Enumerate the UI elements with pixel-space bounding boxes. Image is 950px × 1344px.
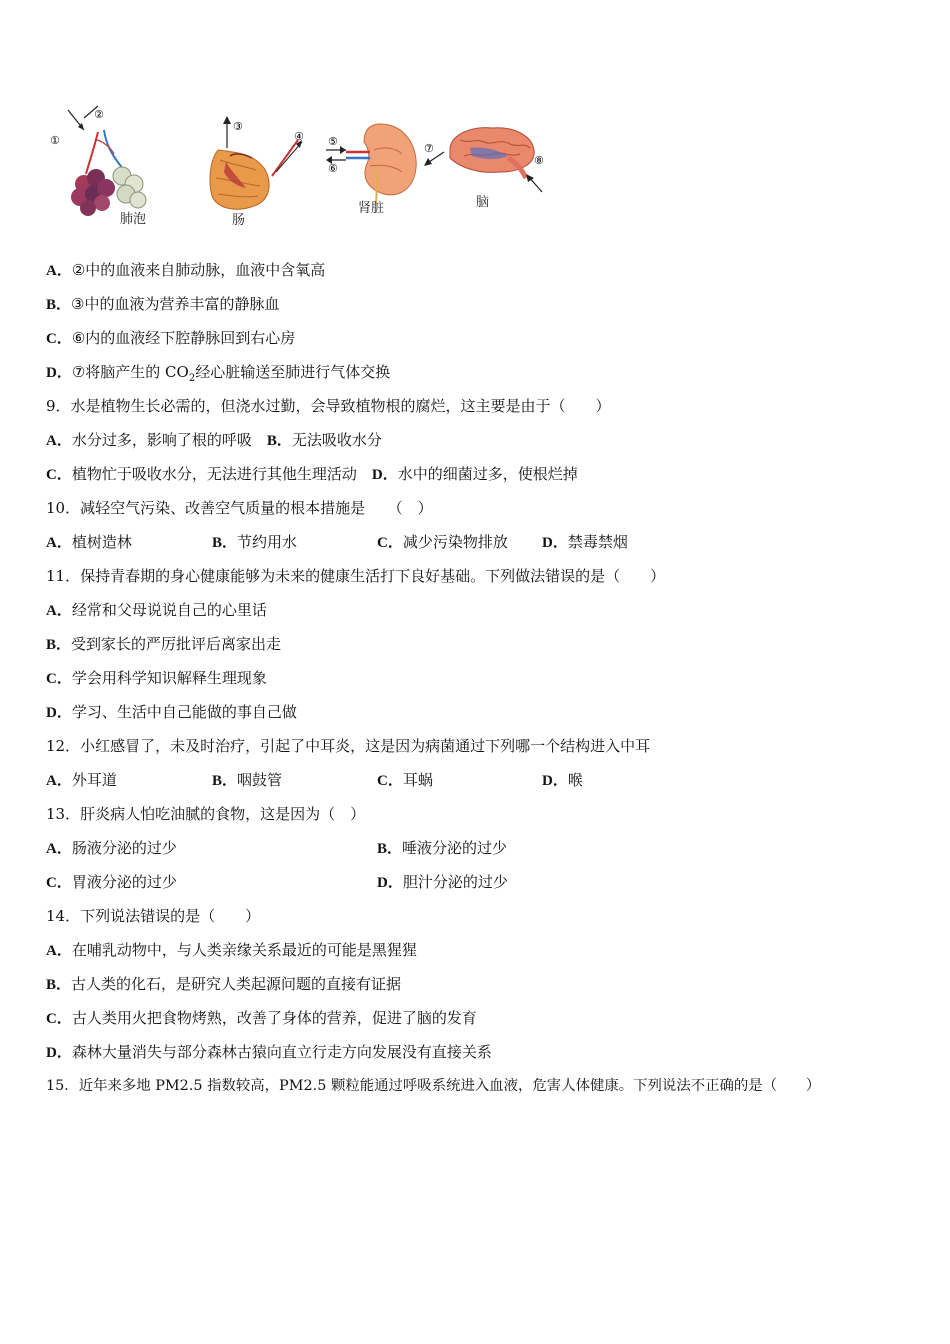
marker-7: ⑦ — [424, 142, 434, 155]
option-text: 禁毒禁烟 — [567, 533, 628, 551]
q10-option-c — [377, 532, 508, 553]
label-alveoli: 肺泡 — [120, 212, 147, 227]
q13-option-b — [377, 838, 507, 859]
option-letter: A． — [46, 603, 72, 619]
q12-option-c — [377, 770, 433, 791]
option-text: ⑦将脑产生的 CO — [71, 363, 189, 381]
option-text: 节约用水 — [237, 533, 298, 551]
option-text: 胆汁分泌的过少 — [402, 873, 508, 891]
option-letter: B． — [46, 977, 72, 993]
q12-stem: 12．小红感冒了，未及时治疗，引起了中耳炎，这是因为病菌通过下列哪一个结构进入中耳 — [46, 737, 651, 755]
option-text: 森林大量消失与部分森林古猿向直立行走方向发展没有直接关系 — [71, 1043, 492, 1061]
option-letter: B． — [212, 773, 238, 789]
marker-3: ③ — [233, 120, 243, 133]
option-letter: D． — [46, 1045, 72, 1061]
q13-option-a — [46, 838, 177, 859]
label-kidney: 肾脏 — [358, 201, 385, 216]
option-text: 减少污染物排放 — [402, 533, 508, 551]
option-text: 肠液分泌的过少 — [71, 839, 177, 857]
label-intestine: 肠 — [232, 213, 246, 228]
option-text: 植树造林 — [71, 533, 132, 551]
q10-option-b — [212, 532, 297, 553]
option-text: 植物忙于吸收水分，无法进行其他生理活动 — [71, 465, 357, 483]
option-letter: A． — [46, 433, 72, 449]
option-text: 在哺乳动物中，与人类亲缘关系最近的可能是黑猩猩 — [71, 941, 417, 959]
option-text: 胃液分泌的过少 — [71, 873, 177, 891]
option-letter: B． — [266, 433, 292, 449]
q12-option-a — [46, 770, 117, 791]
option-letter: A． — [46, 263, 72, 279]
q11-option-c — [46, 668, 267, 689]
option-text: 经心脏输送至肺进行气体交换 — [195, 363, 391, 381]
kidney-illustration — [326, 124, 416, 204]
option-letter: C． — [46, 1011, 72, 1027]
option-text: 耳蜗 — [402, 771, 433, 789]
option-text: 古人类用火把食物烤熟，改善了身体的营养，促进了脑的发育 — [71, 1009, 477, 1027]
q14-option-a — [46, 940, 417, 961]
option-letter: D． — [377, 875, 403, 891]
q13-stem: 13．肝炎病人怕吃油腻的食物，这是因为（ ） — [46, 805, 366, 823]
label-brain: 脑 — [476, 195, 490, 210]
alveoli-illustration — [68, 106, 146, 216]
q14-option-d — [46, 1042, 492, 1063]
option-letter: D． — [371, 467, 398, 483]
option-letter: B． — [46, 297, 72, 313]
option-text: 水分过多，影响了根的呼吸 — [71, 431, 252, 449]
q8-option-d — [46, 362, 390, 389]
option-text: 唾液分泌的过少 — [402, 839, 508, 857]
marker-4: ④ — [294, 130, 304, 143]
option-text: 古人类的化石，是研究人类起源问题的直接有证据 — [71, 975, 402, 993]
q9-options-row-2 — [46, 464, 578, 485]
option-letter: A． — [46, 841, 72, 857]
q11-option-a — [46, 600, 267, 621]
option-letter: C． — [46, 467, 72, 483]
option-letter: B． — [377, 841, 403, 857]
marker-5: ⑤ — [328, 135, 338, 148]
option-letter: C． — [377, 535, 403, 551]
option-letter: A． — [46, 535, 72, 551]
option-text: ⑥内的血液经下腔静脉回到右心房 — [71, 329, 296, 347]
q15-stem: 15．近年来多地 PM2.5 指数较高，PM2.5 颗粒能通过呼吸系统进入血液，危害人体健康。下列说法不正确的是（ ） — [46, 1078, 821, 1094]
q8-option-b — [46, 294, 279, 315]
q13-option-d — [377, 872, 508, 893]
option-text: 学习、生活中自己能做的事自己做 — [71, 703, 297, 721]
option-letter: C． — [46, 331, 72, 347]
option-text: ②中的血液来自肺动脉，血液中含氧高 — [71, 261, 326, 279]
option-text: 外耳道 — [71, 771, 117, 789]
q10-option-a — [46, 532, 132, 553]
option-text: 水中的细菌过多，使根烂掉 — [397, 465, 578, 483]
q11-option-d — [46, 702, 297, 723]
option-letter: C． — [377, 773, 403, 789]
q8-option-a — [46, 260, 325, 281]
q10-stem: 10．减轻空气污染、改善空气质量的根本措施是 （ ） — [46, 499, 433, 517]
option-letter: B． — [212, 535, 238, 551]
option-letter: D． — [542, 535, 568, 551]
q14-option-b — [46, 974, 401, 995]
option-text: 学会用科学知识解释生理现象 — [71, 669, 267, 687]
option-letter: B． — [46, 637, 72, 653]
marker-2: ② — [94, 108, 104, 121]
option-text: 无法吸收水分 — [291, 431, 382, 449]
q11-stem: 11．保持青春期的身心健康能够为未来的健康生活打下良好基础。下列做法错误的是（ ） — [46, 567, 666, 585]
q13-option-c — [46, 872, 177, 893]
subscript: 2 — [188, 373, 196, 384]
option-letter: C． — [46, 671, 72, 687]
q8-option-c — [46, 328, 295, 349]
intestine-illustration — [210, 116, 302, 209]
q12-option-b — [212, 770, 282, 791]
option-letter: A． — [46, 943, 72, 959]
option-text: 经常和父母说说自己的心里话 — [71, 601, 267, 619]
option-text: ③中的血液为营养丰富的静脉血 — [71, 295, 280, 313]
marker-1: ① — [50, 134, 60, 147]
q14-option-c — [46, 1008, 477, 1029]
q10-option-d — [542, 532, 628, 553]
option-letter: D． — [542, 773, 568, 789]
option-letter: D． — [46, 705, 72, 721]
option-text: 咽鼓管 — [237, 771, 283, 789]
option-letter: C． — [46, 875, 72, 891]
q12-option-d — [542, 770, 583, 791]
marker-6: ⑥ — [328, 162, 338, 175]
option-text: 喉 — [567, 771, 583, 789]
q9-options-row-1 — [46, 430, 382, 451]
option-letter: A． — [46, 773, 72, 789]
q14-stem: 14．下列说法错误的是（ ） — [46, 907, 261, 925]
option-text: 受到家长的严厉批评后离家出走 — [71, 635, 282, 653]
marker-8: ⑧ — [534, 154, 544, 167]
option-letter: D． — [46, 365, 72, 381]
q11-option-b — [46, 634, 281, 655]
organ-blood-vessel-figure — [40, 100, 560, 235]
brain-illustration — [424, 128, 542, 192]
q9-stem: 9．水是植物生长必需的，但浇水过勤，会导致植物根的腐烂，这主要是由于（ ） — [46, 397, 611, 415]
